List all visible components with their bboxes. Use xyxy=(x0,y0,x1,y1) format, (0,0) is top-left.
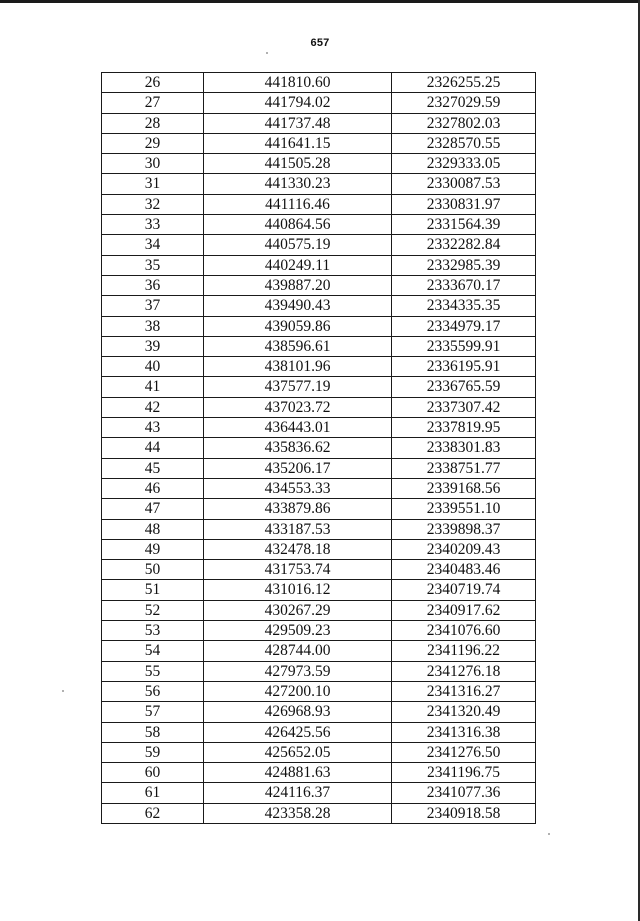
table-row xyxy=(102,418,536,438)
x-coordinate-cell: 434553.33 xyxy=(204,478,392,498)
table-row xyxy=(102,296,536,316)
x-coordinate-cell: 437577.19 xyxy=(204,377,392,397)
x-coordinate-cell: 440575.19 xyxy=(204,235,392,255)
table-row xyxy=(102,580,536,600)
point-number-cell: 33 xyxy=(102,215,204,235)
table-row xyxy=(102,357,536,377)
x-coordinate-cell: 441810.60 xyxy=(204,73,392,93)
table-row xyxy=(102,316,536,336)
y-coordinate-cell: 2338301.83 xyxy=(392,438,536,458)
x-coordinate-cell: 439887.20 xyxy=(204,275,392,295)
scan-speck xyxy=(548,833,550,835)
point-number-cell: 31 xyxy=(102,174,204,194)
scan-speck xyxy=(62,690,64,692)
point-number-cell: 62 xyxy=(102,803,204,823)
y-coordinate-cell: 2334335.35 xyxy=(392,296,536,316)
y-coordinate-cell: 2341276.18 xyxy=(392,661,536,681)
point-number-cell: 32 xyxy=(102,194,204,214)
x-coordinate-cell: 427973.59 xyxy=(204,661,392,681)
x-coordinate-cell: 437023.72 xyxy=(204,397,392,417)
table-row xyxy=(102,275,536,295)
table-row xyxy=(102,641,536,661)
table-row xyxy=(102,803,536,823)
point-number-cell: 47 xyxy=(102,499,204,519)
x-coordinate-cell: 426968.93 xyxy=(204,702,392,722)
point-number-cell: 26 xyxy=(102,73,204,93)
coordinate-table-container xyxy=(101,72,535,824)
y-coordinate-cell: 2337819.95 xyxy=(392,418,536,438)
x-coordinate-cell: 425652.05 xyxy=(204,742,392,762)
point-number-cell: 42 xyxy=(102,397,204,417)
coordinate-table xyxy=(101,72,536,824)
y-coordinate-cell: 2340719.74 xyxy=(392,580,536,600)
x-coordinate-cell: 423358.28 xyxy=(204,803,392,823)
table-row xyxy=(102,742,536,762)
x-coordinate-cell: 432478.18 xyxy=(204,539,392,559)
x-coordinate-cell: 427200.10 xyxy=(204,681,392,701)
y-coordinate-cell: 2332985.39 xyxy=(392,255,536,275)
x-coordinate-cell: 436443.01 xyxy=(204,418,392,438)
y-coordinate-cell: 2328570.55 xyxy=(392,133,536,153)
table-row xyxy=(102,438,536,458)
y-coordinate-cell: 2341077.36 xyxy=(392,783,536,803)
x-coordinate-cell: 433879.86 xyxy=(204,499,392,519)
point-number-cell: 59 xyxy=(102,742,204,762)
point-number-cell: 60 xyxy=(102,763,204,783)
x-coordinate-cell: 428744.00 xyxy=(204,641,392,661)
y-coordinate-cell: 2340483.46 xyxy=(392,560,536,580)
x-coordinate-cell: 441330.23 xyxy=(204,174,392,194)
table-row xyxy=(102,113,536,133)
table-row xyxy=(102,194,536,214)
point-number-cell: 34 xyxy=(102,235,204,255)
y-coordinate-cell: 2341196.75 xyxy=(392,763,536,783)
point-number-cell: 53 xyxy=(102,621,204,641)
x-coordinate-cell: 440249.11 xyxy=(204,255,392,275)
y-coordinate-cell: 2341276.50 xyxy=(392,742,536,762)
point-number-cell: 43 xyxy=(102,418,204,438)
x-coordinate-cell: 431016.12 xyxy=(204,580,392,600)
table-row xyxy=(102,519,536,539)
point-number-cell: 52 xyxy=(102,600,204,620)
table-row xyxy=(102,336,536,356)
x-coordinate-cell: 433187.53 xyxy=(204,519,392,539)
scan-speck xyxy=(266,52,268,54)
table-row xyxy=(102,255,536,275)
y-coordinate-cell: 2340918.58 xyxy=(392,803,536,823)
coordinate-table-body xyxy=(102,73,536,824)
y-coordinate-cell: 2327029.59 xyxy=(392,93,536,113)
y-coordinate-cell: 2326255.25 xyxy=(392,73,536,93)
point-number-cell: 48 xyxy=(102,519,204,539)
y-coordinate-cell: 2341316.27 xyxy=(392,681,536,701)
y-coordinate-cell: 2341196.22 xyxy=(392,641,536,661)
point-number-cell: 29 xyxy=(102,133,204,153)
x-coordinate-cell: 429509.23 xyxy=(204,621,392,641)
point-number-cell: 38 xyxy=(102,316,204,336)
y-coordinate-cell: 2335599.91 xyxy=(392,336,536,356)
table-row xyxy=(102,702,536,722)
table-row xyxy=(102,377,536,397)
y-coordinate-cell: 2329333.05 xyxy=(392,154,536,174)
x-coordinate-cell: 430267.29 xyxy=(204,600,392,620)
y-coordinate-cell: 2327802.03 xyxy=(392,113,536,133)
x-coordinate-cell: 440864.56 xyxy=(204,215,392,235)
point-number-cell: 44 xyxy=(102,438,204,458)
table-row xyxy=(102,722,536,742)
y-coordinate-cell: 2340917.62 xyxy=(392,600,536,620)
y-coordinate-cell: 2338751.77 xyxy=(392,458,536,478)
x-coordinate-cell: 438101.96 xyxy=(204,357,392,377)
table-row xyxy=(102,93,536,113)
y-coordinate-cell: 2339551.10 xyxy=(392,499,536,519)
point-number-cell: 28 xyxy=(102,113,204,133)
point-number-cell: 40 xyxy=(102,357,204,377)
table-row xyxy=(102,539,536,559)
point-number-cell: 45 xyxy=(102,458,204,478)
table-row xyxy=(102,661,536,681)
x-coordinate-cell: 441641.15 xyxy=(204,133,392,153)
point-number-cell: 39 xyxy=(102,336,204,356)
y-coordinate-cell: 2330087.53 xyxy=(392,174,536,194)
table-row xyxy=(102,215,536,235)
y-coordinate-cell: 2332282.84 xyxy=(392,235,536,255)
point-number-cell: 46 xyxy=(102,478,204,498)
x-coordinate-cell: 431753.74 xyxy=(204,560,392,580)
y-coordinate-cell: 2336765.59 xyxy=(392,377,536,397)
point-number-cell: 57 xyxy=(102,702,204,722)
table-row xyxy=(102,478,536,498)
table-row xyxy=(102,499,536,519)
table-row xyxy=(102,681,536,701)
table-row xyxy=(102,600,536,620)
y-coordinate-cell: 2330831.97 xyxy=(392,194,536,214)
x-coordinate-cell: 439059.86 xyxy=(204,316,392,336)
point-number-cell: 56 xyxy=(102,681,204,701)
table-row xyxy=(102,235,536,255)
y-coordinate-cell: 2334979.17 xyxy=(392,316,536,336)
y-coordinate-cell: 2333670.17 xyxy=(392,275,536,295)
y-coordinate-cell: 2337307.42 xyxy=(392,397,536,417)
table-row xyxy=(102,154,536,174)
x-coordinate-cell: 441505.28 xyxy=(204,154,392,174)
x-coordinate-cell: 441737.48 xyxy=(204,113,392,133)
x-coordinate-cell: 435206.17 xyxy=(204,458,392,478)
x-coordinate-cell: 441794.02 xyxy=(204,93,392,113)
y-coordinate-cell: 2340209.43 xyxy=(392,539,536,559)
page-number: 657 xyxy=(310,37,330,49)
x-coordinate-cell: 438596.61 xyxy=(204,336,392,356)
table-row xyxy=(102,560,536,580)
point-number-cell: 50 xyxy=(102,560,204,580)
y-coordinate-cell: 2336195.91 xyxy=(392,357,536,377)
point-number-cell: 27 xyxy=(102,93,204,113)
y-coordinate-cell: 2339168.56 xyxy=(392,478,536,498)
x-coordinate-cell: 424116.37 xyxy=(204,783,392,803)
y-coordinate-cell: 2341316.38 xyxy=(392,722,536,742)
table-row xyxy=(102,763,536,783)
table-row xyxy=(102,783,536,803)
point-number-cell: 37 xyxy=(102,296,204,316)
table-row xyxy=(102,73,536,93)
point-number-cell: 49 xyxy=(102,539,204,559)
table-row xyxy=(102,458,536,478)
y-coordinate-cell: 2341076.60 xyxy=(392,621,536,641)
point-number-cell: 41 xyxy=(102,377,204,397)
x-coordinate-cell: 441116.46 xyxy=(204,194,392,214)
point-number-cell: 51 xyxy=(102,580,204,600)
x-coordinate-cell: 435836.62 xyxy=(204,438,392,458)
y-coordinate-cell: 2331564.39 xyxy=(392,215,536,235)
y-coordinate-cell: 2341320.49 xyxy=(392,702,536,722)
table-row xyxy=(102,621,536,641)
point-number-cell: 55 xyxy=(102,661,204,681)
table-row xyxy=(102,174,536,194)
point-number-cell: 54 xyxy=(102,641,204,661)
table-row xyxy=(102,133,536,153)
x-coordinate-cell: 424881.63 xyxy=(204,763,392,783)
x-coordinate-cell: 426425.56 xyxy=(204,722,392,742)
scan-edge-top xyxy=(0,0,640,3)
x-coordinate-cell: 439490.43 xyxy=(204,296,392,316)
point-number-cell: 58 xyxy=(102,722,204,742)
point-number-cell: 36 xyxy=(102,275,204,295)
point-number-cell: 61 xyxy=(102,783,204,803)
table-row xyxy=(102,397,536,417)
y-coordinate-cell: 2339898.37 xyxy=(392,519,536,539)
point-number-cell: 35 xyxy=(102,255,204,275)
point-number-cell: 30 xyxy=(102,154,204,174)
